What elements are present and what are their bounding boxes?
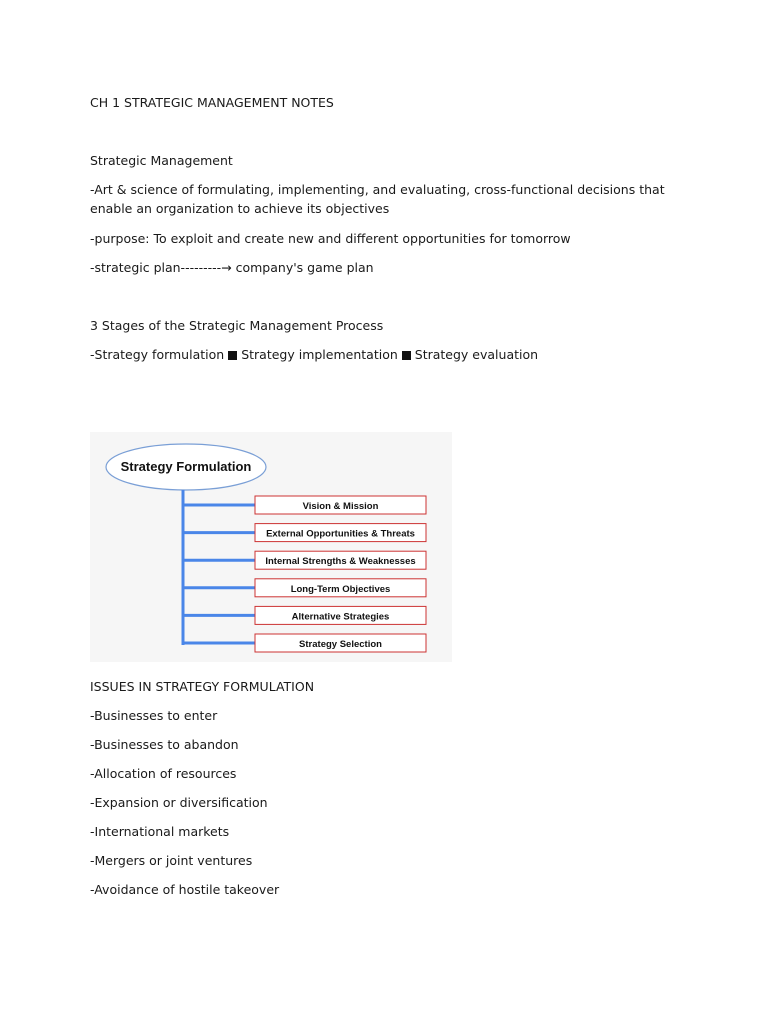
root-node-label: Strategy Formulation <box>120 459 252 474</box>
diagram-item-label: Internal Strengths & Weaknesses <box>265 556 416 568</box>
section-heading-stages: 3 Stages of the Strategic Management Process <box>90 318 384 333</box>
issue-item: -Allocation of resources <box>90 766 237 781</box>
strategic-plan-text <box>90 258 374 277</box>
issue-item: -Businesses to abandon <box>90 737 239 752</box>
square-bullet-icon <box>228 351 237 360</box>
section-heading-strategic-management: Strategic Management <box>90 153 233 168</box>
diagram-item-label: Vision & Mission <box>302 501 379 512</box>
stage-item: Strategy evaluation <box>414 347 539 362</box>
issue-item: -Businesses to enter <box>90 708 218 723</box>
diagram-item-label: Long-Term Objectives <box>290 583 391 595</box>
issue-item: -International markets <box>90 824 230 839</box>
diagram-item-label: External Opportunities & Threats <box>266 528 415 540</box>
diagram-item-label: Strategy Selection <box>299 639 382 650</box>
issue-item: -Expansion or diversification <box>90 795 268 810</box>
stage-item: Strategy implementation <box>241 347 398 362</box>
issue-item: -Avoidance of hostile takeover <box>90 882 280 897</box>
definition-text: -Art & science of formulating, implementing, and evaluating, cross-functional decisions that enable an organization to achieve its objectives <box>90 182 665 216</box>
square-bullet-icon <box>402 351 411 360</box>
diagram-item-label: Alternative Strategies <box>291 611 390 623</box>
strategy-formulation-diagram <box>90 432 452 662</box>
strategic-plan-prefix: -strategic plan--------- <box>90 260 222 275</box>
strategic-plan-suffix: company's game plan <box>231 260 374 275</box>
issue-item: -Mergers or joint ventures <box>90 853 253 868</box>
section-heading-issues: ISSUES IN STRATEGY FORMULATION <box>90 679 315 694</box>
purpose-text: -purpose: To exploit and create new and different opportunities for tomorrow <box>90 231 571 246</box>
stage-item: -Strategy formulation <box>90 347 225 362</box>
stages-list <box>90 345 538 364</box>
arrow-icon: → <box>221 260 232 275</box>
document-title: CH 1 STRATEGIC MANAGEMENT NOTES <box>90 95 334 110</box>
